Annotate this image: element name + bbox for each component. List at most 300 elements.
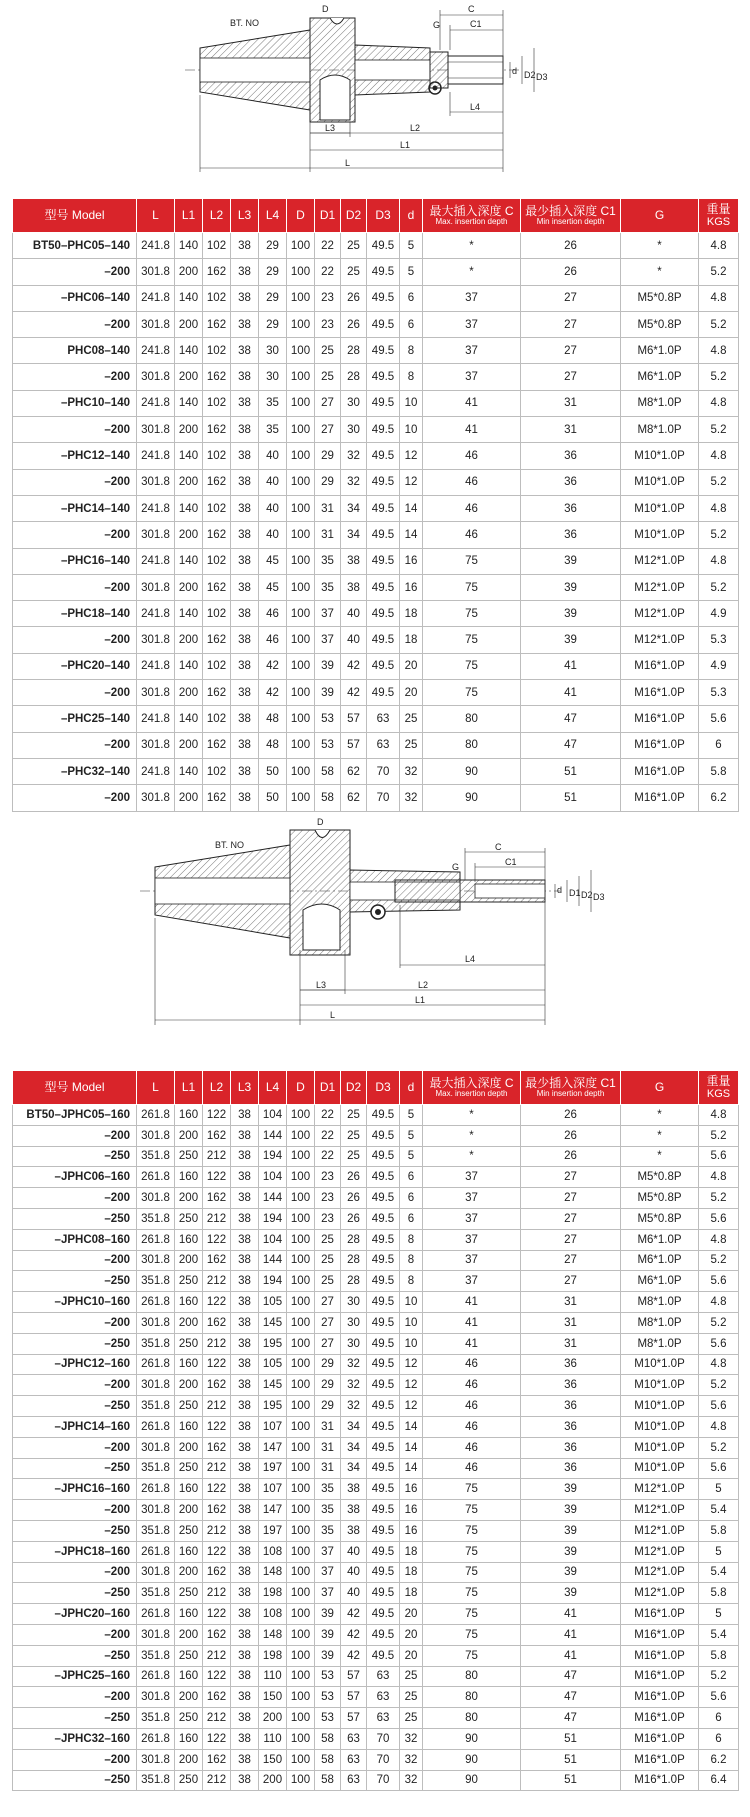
table-cell: 80 — [423, 1666, 521, 1687]
table-cell: 250 — [175, 1396, 203, 1417]
model-cell: –PHC12–140 — [13, 443, 137, 469]
table-cell: 26 — [521, 1146, 621, 1167]
table-cell: 49.5 — [367, 1437, 400, 1458]
table-cell: 105 — [259, 1292, 287, 1313]
table-cell: 102 — [203, 390, 231, 416]
table-cell: 5.2 — [699, 574, 739, 600]
table-cell: 26 — [521, 1125, 621, 1146]
table-cell: M8*1.0P — [621, 1312, 699, 1333]
table-cell: 49.5 — [367, 390, 400, 416]
table-cell: 100 — [287, 1541, 315, 1562]
table-cell: 29 — [259, 311, 287, 337]
table-cell: M12*1.0P — [621, 1541, 699, 1562]
model-cell: –250 — [13, 1208, 137, 1229]
table-cell: 75 — [423, 1604, 521, 1625]
table-cell: 49.5 — [367, 1416, 400, 1437]
table-cell: 49.5 — [367, 417, 400, 443]
table-cell: 31 — [315, 1458, 341, 1479]
table-cell: 4.8 — [699, 285, 739, 311]
table-row — [13, 1271, 739, 1292]
table-cell: 140 — [175, 548, 203, 574]
table-cell: 4.8 — [699, 495, 739, 521]
table-cell: 49.5 — [367, 601, 400, 627]
header-max-depth — [423, 1071, 521, 1105]
table-cell: 5 — [400, 1125, 423, 1146]
header-min-depth-en: Min insertion depth — [536, 1088, 605, 1098]
table-cell: 20 — [400, 680, 423, 706]
table-cell: 5.4 — [699, 1562, 739, 1583]
table-cell: 35 — [315, 574, 341, 600]
table-cell: 301.8 — [137, 1624, 175, 1645]
table-row — [13, 680, 739, 706]
table-cell: 46 — [423, 1458, 521, 1479]
table-cell: 49.5 — [367, 1208, 400, 1229]
table-cell: 58 — [315, 1749, 341, 1770]
table-cell: 46 — [423, 469, 521, 495]
table-cell: 32 — [400, 1749, 423, 1770]
table-cell: 144 — [259, 1250, 287, 1271]
model-cell: –200 — [13, 311, 137, 337]
table-cell: 31 — [315, 495, 341, 521]
table-cell: 10 — [400, 417, 423, 443]
table-cell: M16*1.0P — [621, 1708, 699, 1729]
table-cell: 39 — [315, 1624, 341, 1645]
table-cell: 32 — [341, 469, 367, 495]
table-cell: 102 — [203, 285, 231, 311]
table-cell: 6 — [699, 1708, 739, 1729]
table-cell: M16*1.0P — [621, 1666, 699, 1687]
table-cell: M16*1.0P — [621, 706, 699, 732]
table-cell: 38 — [231, 732, 259, 758]
table-cell: 38 — [231, 1375, 259, 1396]
table-cell: 195 — [259, 1396, 287, 1417]
table-cell: 100 — [287, 1687, 315, 1708]
table-cell: 63 — [367, 732, 400, 758]
table-cell: 38 — [231, 1666, 259, 1687]
table-cell: 26 — [341, 1167, 367, 1188]
table-cell: 42 — [259, 653, 287, 679]
table-cell: M8*1.0P — [621, 390, 699, 416]
table-cell: 38 — [231, 469, 259, 495]
table-cell: 5 — [699, 1479, 739, 1500]
table-cell: 5.2 — [699, 364, 739, 390]
model-cell: –PHC20–140 — [13, 653, 137, 679]
table-cell: 105 — [259, 1354, 287, 1375]
table-cell: 100 — [287, 1375, 315, 1396]
table-cell: 30 — [259, 364, 287, 390]
table-cell: 30 — [259, 338, 287, 364]
table-cell: 53 — [315, 706, 341, 732]
table-cell: 100 — [287, 1458, 315, 1479]
table-cell: 14 — [400, 495, 423, 521]
table-cell: 32 — [341, 1354, 367, 1375]
table-cell: 351.8 — [137, 1208, 175, 1229]
table-cell: 27 — [521, 1208, 621, 1229]
label-d: d — [512, 66, 518, 76]
table-cell: 200 — [175, 1562, 203, 1583]
table-cell: 301.8 — [137, 680, 175, 706]
header-weight — [699, 199, 739, 233]
model-cell: –PHC16–140 — [13, 548, 137, 574]
table-cell: 35 — [315, 1500, 341, 1521]
table-cell: 100 — [287, 259, 315, 285]
table-cell: 162 — [203, 1500, 231, 1521]
table-cell: 70 — [367, 758, 400, 784]
table-row — [13, 706, 739, 732]
table-cell: 212 — [203, 1208, 231, 1229]
table-cell: M6*1.0P — [621, 1271, 699, 1292]
table-cell: 100 — [287, 1250, 315, 1271]
table-cell: 38 — [231, 627, 259, 653]
table-cell: 40 — [341, 601, 367, 627]
label-L3: L3 — [316, 980, 327, 990]
table-cell: * — [621, 233, 699, 259]
model-cell: –250 — [13, 1333, 137, 1354]
table-cell: 70 — [367, 785, 400, 811]
table-cell: 6.2 — [699, 1749, 739, 1770]
table-cell: 31 — [315, 522, 341, 548]
table-cell: 102 — [203, 443, 231, 469]
table-cell: 39 — [521, 627, 621, 653]
model-cell: –PHC10–140 — [13, 390, 137, 416]
header-L2: L2 — [203, 1071, 231, 1105]
table-cell: 4.9 — [699, 601, 739, 627]
label-D2: D2 — [524, 70, 536, 80]
table-cell: 27 — [521, 1167, 621, 1188]
table-cell: 39 — [315, 653, 341, 679]
table-cell: 250 — [175, 1271, 203, 1292]
model-cell: –JPHC14–160 — [13, 1416, 137, 1437]
table-cell: 140 — [175, 233, 203, 259]
table-cell: 27 — [521, 338, 621, 364]
table-row — [13, 390, 739, 416]
model-cell: –JPHC10–160 — [13, 1292, 137, 1313]
table-cell: 37 — [423, 1229, 521, 1250]
label-L1: L1 — [415, 995, 426, 1005]
table-cell: 100 — [287, 732, 315, 758]
table-cell: 4.8 — [699, 1354, 739, 1375]
table-cell: 140 — [175, 601, 203, 627]
table-cell: 80 — [423, 1687, 521, 1708]
table-cell: 147 — [259, 1500, 287, 1521]
table-cell: M8*1.0P — [621, 1292, 699, 1313]
model-cell: –250 — [13, 1146, 137, 1167]
table-cell: M16*1.0P — [621, 732, 699, 758]
table-cell: 25 — [341, 259, 367, 285]
table-cell: 25 — [315, 1229, 341, 1250]
model-cell: –250 — [13, 1583, 137, 1604]
table-cell: 5.4 — [699, 1624, 739, 1645]
table-cell: 25 — [400, 706, 423, 732]
table-cell: 261.8 — [137, 1416, 175, 1437]
model-cell: –200 — [13, 259, 137, 285]
table-cell: 107 — [259, 1479, 287, 1500]
table-cell: 25 — [341, 1125, 367, 1146]
table-cell: 351.8 — [137, 1708, 175, 1729]
table-cell: 351.8 — [137, 1396, 175, 1417]
table-row — [13, 443, 739, 469]
table-cell: 250 — [175, 1645, 203, 1666]
table-cell: 122 — [203, 1416, 231, 1437]
table-cell: 49.5 — [367, 1583, 400, 1604]
table-cell: 38 — [231, 574, 259, 600]
header-L: L — [137, 199, 175, 233]
table-cell: * — [621, 1125, 699, 1146]
table-row — [13, 653, 739, 679]
table-cell: 150 — [259, 1749, 287, 1770]
table-cell: 4.9 — [699, 653, 739, 679]
table-cell: 162 — [203, 680, 231, 706]
table-cell: 49.5 — [367, 522, 400, 548]
table-cell: 351.8 — [137, 1146, 175, 1167]
table-cell: 200 — [175, 732, 203, 758]
table-cell: 200 — [175, 364, 203, 390]
table-cell: 8 — [400, 338, 423, 364]
table-cell: 32 — [400, 758, 423, 784]
table-cell: 160 — [175, 1728, 203, 1749]
table-row — [13, 285, 739, 311]
table-cell: 100 — [287, 1437, 315, 1458]
table-cell: 122 — [203, 1541, 231, 1562]
table-cell: 27 — [521, 311, 621, 337]
model-cell: –200 — [13, 1624, 137, 1645]
table-cell: * — [621, 1105, 699, 1126]
table-cell: M16*1.0P — [621, 1749, 699, 1770]
table-cell: 162 — [203, 1437, 231, 1458]
table-cell: 57 — [341, 1687, 367, 1708]
table-cell: 241.8 — [137, 233, 175, 259]
table-cell: 144 — [259, 1125, 287, 1146]
table-cell: 147 — [259, 1437, 287, 1458]
table-cell: 194 — [259, 1271, 287, 1292]
table-cell: 39 — [521, 1500, 621, 1521]
table-cell: 12 — [400, 469, 423, 495]
header-D: D — [287, 1071, 315, 1105]
table-body — [13, 1105, 739, 1791]
model-cell: –200 — [13, 785, 137, 811]
table-cell: 212 — [203, 1708, 231, 1729]
table-row — [13, 522, 739, 548]
table-cell: 75 — [423, 1479, 521, 1500]
table-cell: 70 — [367, 1728, 400, 1749]
table-cell: 160 — [175, 1479, 203, 1500]
table-cell: 38 — [341, 548, 367, 574]
table-cell: 25 — [315, 338, 341, 364]
table-cell: 45 — [259, 548, 287, 574]
table-cell: 35 — [315, 1479, 341, 1500]
table-cell: 35 — [259, 417, 287, 443]
table-cell: 31 — [521, 1333, 621, 1354]
table-row — [13, 311, 739, 337]
table-cell: 200 — [175, 1188, 203, 1209]
table-cell: 301.8 — [137, 1749, 175, 1770]
table-cell: 40 — [259, 495, 287, 521]
table-cell: M16*1.0P — [621, 1728, 699, 1749]
table-cell: 212 — [203, 1271, 231, 1292]
header-D2: D2 — [341, 199, 367, 233]
label-D1: D1 — [569, 888, 581, 898]
table-cell: 241.8 — [137, 390, 175, 416]
header-L1: L1 — [175, 199, 203, 233]
header-D1: D1 — [315, 1071, 341, 1105]
table-cell: 16 — [400, 548, 423, 574]
table-cell: 162 — [203, 574, 231, 600]
table-cell: 10 — [400, 1312, 423, 1333]
table-cell: 100 — [287, 1520, 315, 1541]
table-cell: 49.5 — [367, 1479, 400, 1500]
table-cell: 100 — [287, 1354, 315, 1375]
table-cell: 16 — [400, 1479, 423, 1500]
table-row — [13, 1437, 739, 1458]
table-cell: 212 — [203, 1458, 231, 1479]
table-cell: 38 — [231, 1562, 259, 1583]
table-cell: 22 — [315, 1125, 341, 1146]
table-cell: 32 — [400, 785, 423, 811]
table-cell: 39 — [521, 1479, 621, 1500]
table-cell: 75 — [423, 1520, 521, 1541]
table-cell: 200 — [175, 680, 203, 706]
table-row — [13, 1208, 739, 1229]
table-cell: 90 — [423, 758, 521, 784]
table-cell: * — [423, 233, 521, 259]
table-row — [13, 1292, 739, 1313]
table-cell: 75 — [423, 601, 521, 627]
table-cell: 49.5 — [367, 1500, 400, 1521]
table-cell: 29 — [315, 1375, 341, 1396]
table-row — [13, 1250, 739, 1271]
table-cell: 10 — [400, 1292, 423, 1313]
table-cell: 29 — [259, 259, 287, 285]
table-cell: 46 — [423, 1416, 521, 1437]
table-cell: 30 — [341, 1312, 367, 1333]
table-cell: 100 — [287, 706, 315, 732]
table-cell: 100 — [287, 785, 315, 811]
table-cell: 162 — [203, 469, 231, 495]
table-cell: 5.2 — [699, 1125, 739, 1146]
label-C: C — [468, 4, 475, 14]
table-cell: 49.5 — [367, 1167, 400, 1188]
table-cell: 198 — [259, 1583, 287, 1604]
table-cell: 145 — [259, 1375, 287, 1396]
table-row — [13, 1105, 739, 1126]
table-cell: 39 — [315, 680, 341, 706]
table-cell: 22 — [315, 233, 341, 259]
table-cell: 162 — [203, 1188, 231, 1209]
table-cell: 160 — [175, 1666, 203, 1687]
table-cell: M12*1.0P — [621, 1562, 699, 1583]
table-cell: 37 — [315, 1583, 341, 1604]
table-cell: 37 — [423, 1208, 521, 1229]
table-cell: 58 — [315, 1770, 341, 1791]
table-cell: 38 — [231, 1229, 259, 1250]
table-cell: 25 — [315, 1250, 341, 1271]
table-cell: 49.5 — [367, 1541, 400, 1562]
table-cell: 38 — [231, 390, 259, 416]
table-cell: 351.8 — [137, 1583, 175, 1604]
table-cell: 49.5 — [367, 338, 400, 364]
table-cell: 38 — [231, 1770, 259, 1791]
model-cell: –250 — [13, 1645, 137, 1666]
model-cell: –JPHC12–160 — [13, 1354, 137, 1375]
table-cell: 5.2 — [699, 311, 739, 337]
table-cell: 38 — [231, 311, 259, 337]
header-L: L — [137, 1071, 175, 1105]
table-row — [13, 1458, 739, 1479]
table-cell: 200 — [259, 1708, 287, 1729]
table-cell: 39 — [315, 1604, 341, 1625]
table-cell: 46 — [423, 1354, 521, 1375]
table-cell: 28 — [341, 364, 367, 390]
table-cell: 57 — [341, 706, 367, 732]
header-D3: D3 — [367, 1071, 400, 1105]
table-cell: 200 — [175, 785, 203, 811]
table-row — [13, 1396, 739, 1417]
table-row — [13, 1146, 739, 1167]
table-cell: 75 — [423, 1541, 521, 1562]
table-cell: 194 — [259, 1146, 287, 1167]
table-cell: 38 — [231, 680, 259, 706]
table-cell: 75 — [423, 627, 521, 653]
table-cell: 200 — [175, 1624, 203, 1645]
model-cell: –250 — [13, 1396, 137, 1417]
table-cell: 35 — [315, 1520, 341, 1541]
table-cell: 160 — [175, 1292, 203, 1313]
table-cell: 30 — [341, 390, 367, 416]
table-cell: 38 — [231, 1437, 259, 1458]
table-cell: M16*1.0P — [621, 785, 699, 811]
table-cell: 58 — [315, 785, 341, 811]
table-cell: 47 — [521, 732, 621, 758]
table-cell: 48 — [259, 706, 287, 732]
table-cell: 38 — [231, 338, 259, 364]
model-cell: –200 — [13, 1312, 137, 1333]
table-cell: M12*1.0P — [621, 627, 699, 653]
table-cell: 100 — [287, 390, 315, 416]
table-cell: 58 — [315, 758, 341, 784]
table-row — [13, 1645, 739, 1666]
table-cell: 38 — [231, 1146, 259, 1167]
table-row — [13, 1167, 739, 1188]
table-cell: 38 — [231, 1687, 259, 1708]
table-cell: 16 — [400, 1500, 423, 1521]
table-cell: 100 — [287, 1500, 315, 1521]
table-cell: 100 — [287, 1229, 315, 1250]
table-cell: 49.5 — [367, 1271, 400, 1292]
table-cell: 49.5 — [367, 1312, 400, 1333]
table-cell: 28 — [341, 1250, 367, 1271]
table-cell: M10*1.0P — [621, 1437, 699, 1458]
table-cell: 100 — [287, 1188, 315, 1209]
table-cell: 104 — [259, 1167, 287, 1188]
table-cell: 57 — [341, 1666, 367, 1687]
table-row — [13, 1375, 739, 1396]
table-cell: 38 — [231, 1458, 259, 1479]
table-cell: 40 — [341, 1583, 367, 1604]
table-row — [13, 1125, 739, 1146]
table-cell: 162 — [203, 785, 231, 811]
table-cell: 4.8 — [699, 443, 739, 469]
table-cell: 110 — [259, 1666, 287, 1687]
table-cell: 37 — [423, 1188, 521, 1209]
model-cell: BT50–PHC05–140 — [13, 233, 137, 259]
label-D3: D3 — [593, 892, 605, 902]
label-C1: C1 — [505, 857, 517, 867]
table-row — [13, 548, 739, 574]
table-cell: 162 — [203, 311, 231, 337]
table-cell: 30 — [341, 1292, 367, 1313]
table-cell: 301.8 — [137, 259, 175, 285]
table-cell: 145 — [259, 1312, 287, 1333]
